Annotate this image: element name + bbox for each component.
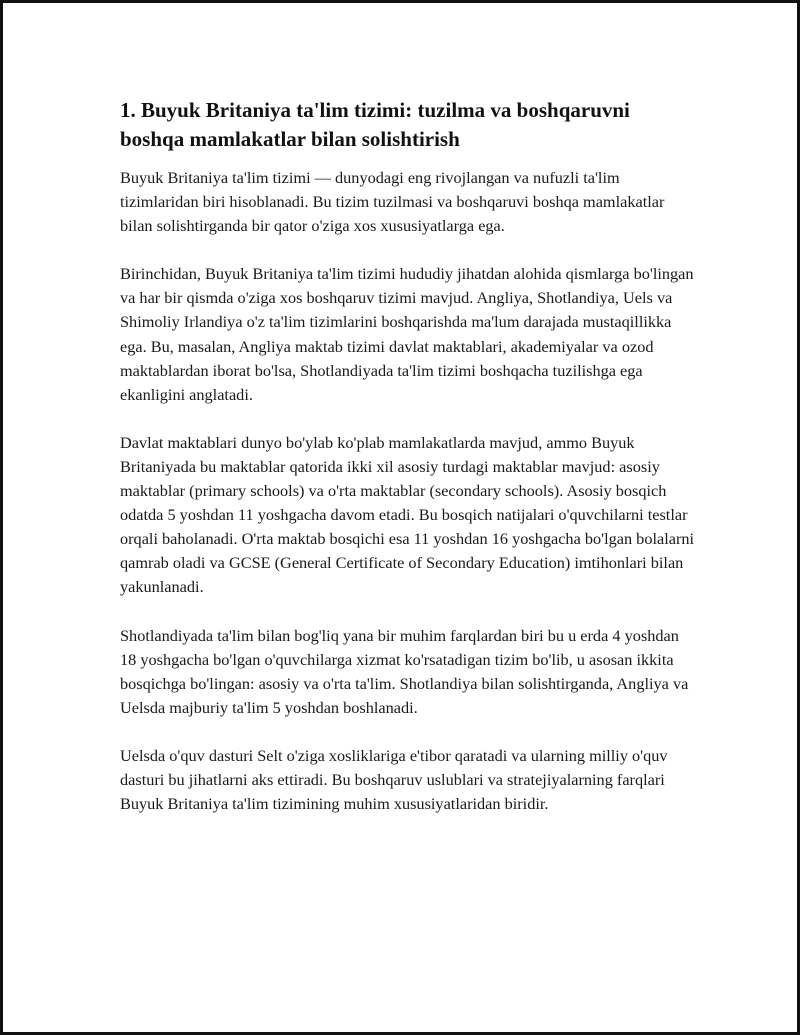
paragraph-3: Davlat maktablari dunyo bo'ylab ko'plab mamlakatlarda mavjud, ammo Buyuk Britaniyada bu maktablar qatorida ikki xil asosiy turdagi maktablar mavjud: asosiy maktablar (primary schools) va o'rta maktablar (secondary schools). Asosiy bosqich odatda 5 yoshdan 11 yoshgacha davom etadi. Bu bosqich natijalari o'quvchilarni testlar orqali baholanadi. O'rta maktab bosqichi esa 11 yoshdan 16 yoshgacha bo'lgan bolalarni qamrab oladi va GCSE (General Certificate of Secondary Education) imtihonlari bilan yakunlanadi.	[120, 432, 695, 597]
paragraph-5: Uelsda o'quv dasturi Selt o'ziga xosliklariga e'tibor qaratadi va ularning milliy o'quv dasturi bu jihatlarni aks ettiradi. Bu boshqaruv uslublari va stratejiyalarning farqlari Buyuk Britaniya ta'lim tizimining muhim xususiyatlaridan biridir.	[120, 745, 668, 814]
document-content	[120, 96, 695, 840]
document-title: 1. Buyuk Britaniya ta'lim tizimi: tuzilma va boshqaruvni boshqa mamlakatlar bilan solishtirish	[120, 98, 630, 151]
paragraph-4: Shotlandiyada ta'lim bilan bog'liq yana bir muhim farqlardan biri bu u erda 4 yoshdan 18 yoshgacha bo'lgan o'quvchilarga xizmat ko'rsatadigan tizim bo'lib, u asosan ikkita bosqichga bo'lingan: asosiy va o'rta ta'lim. Shotlandiya bilan solishtirganda, Angliya va Uelsda majburiy ta'lim 5 yoshdan boshlanadi.	[120, 625, 689, 717]
paragraph-1: Buyuk Britaniya ta'lim tizimi — dunyodagi eng rivojlangan va nufuzli ta'lim tizimlaridan biri hisoblanadi. Bu tizim tuzilmasi va boshqaruvi boshqa mamlakatlar bilan solishtirganda bir qator o'ziga xos xususiyatlarga ega.	[120, 168, 665, 236]
paragraph-2: Birinchidan, Buyuk Britaniya ta'lim tizimi hududiy jihatdan alohida qismlarga bo'lingan va har bir qismda o'ziga xos boshqaruv tizimi mavjud. Angliya, Shotlandiya, Uels va Shimoliy Irlandiya o'z ta'lim tizimlarini boshqarishda ma'lum darajada mustaqillikka ega. Bu, masalan, Angliya maktab tizimi davlat maktablari, akademiyalar va ozod maktablardan iborat bo'lsa, Shotlandiyada ta'lim tizimi boshqacha tuzilishga ega ekanligini anglatadi.	[120, 264, 694, 404]
